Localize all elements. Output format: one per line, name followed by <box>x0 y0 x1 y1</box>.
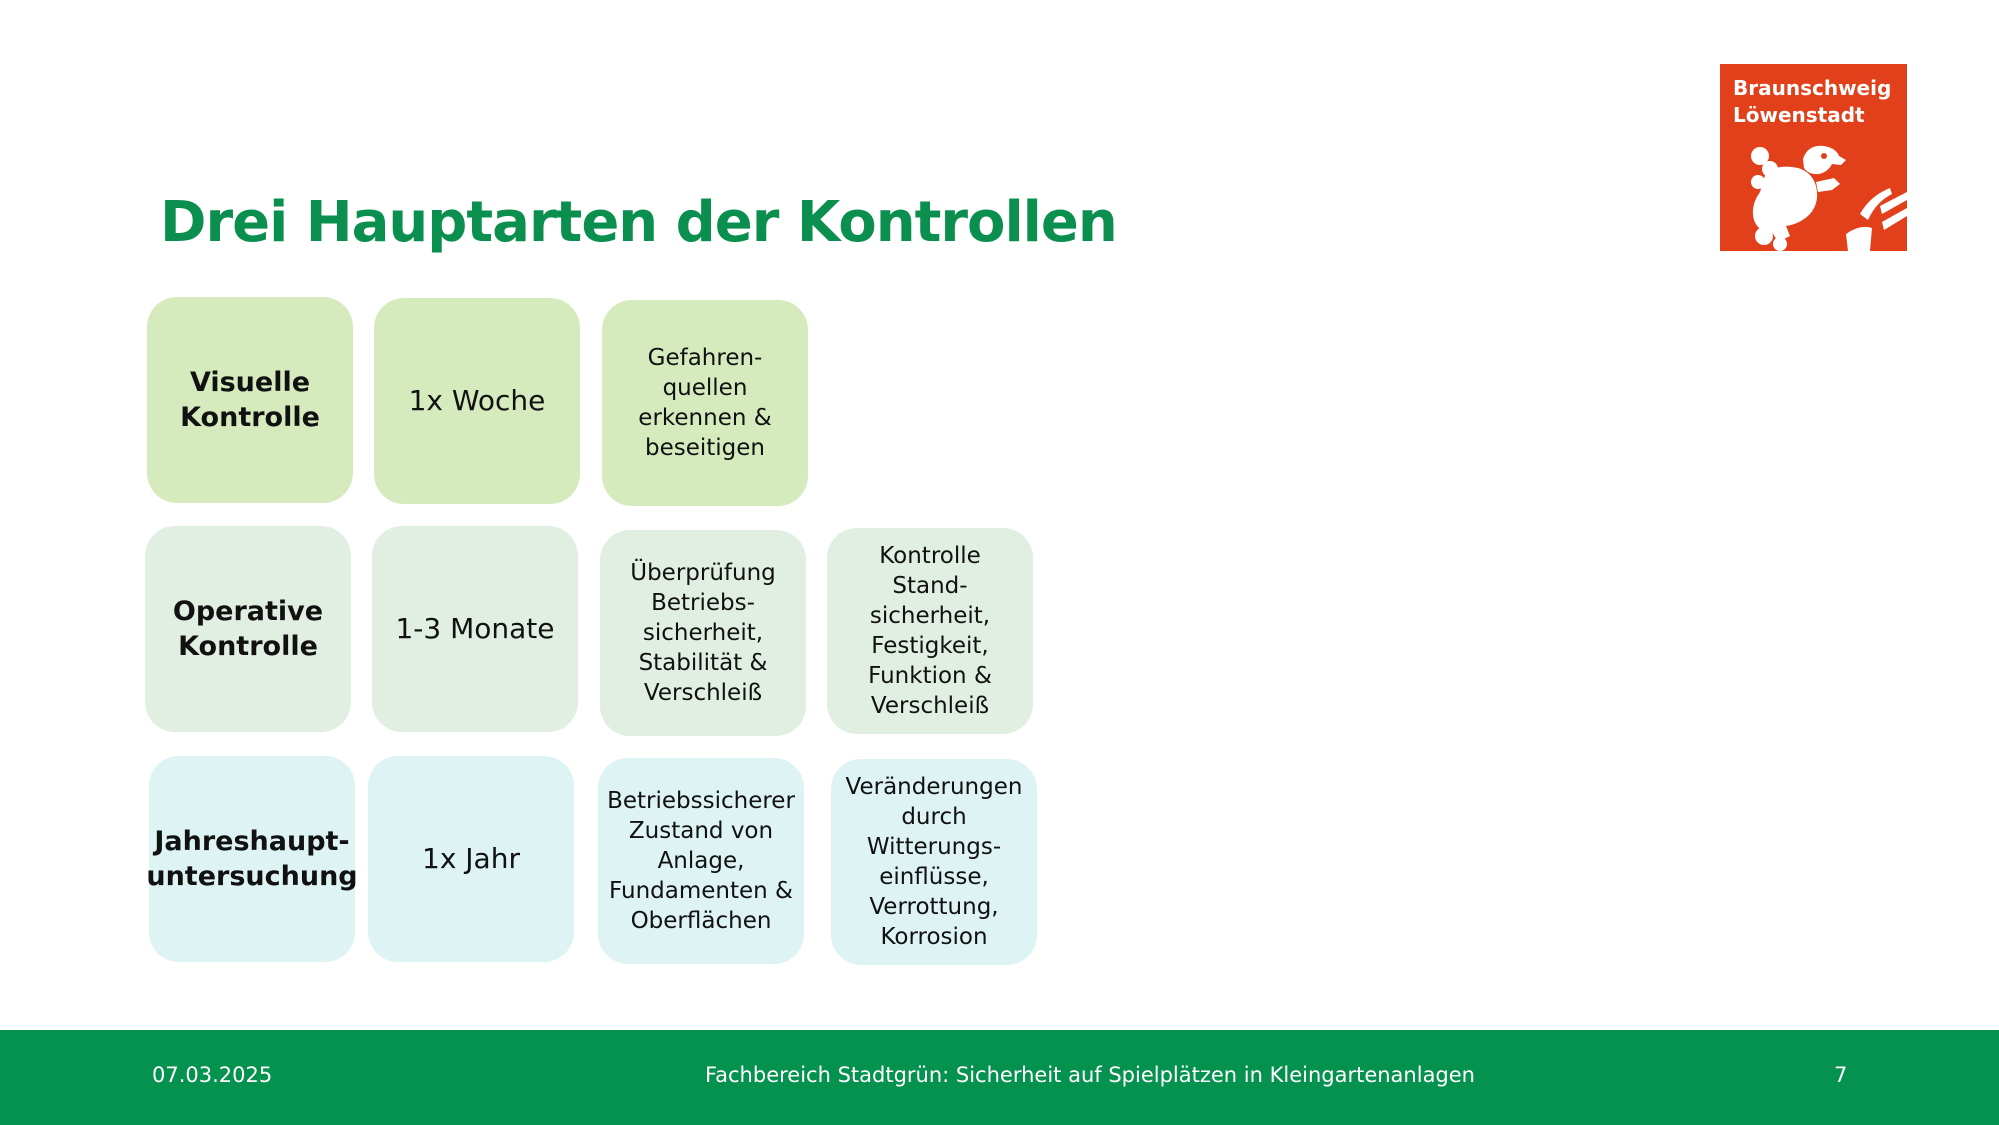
task-tile <box>827 528 1033 734</box>
frequency-tile <box>372 526 578 732</box>
control-type-label: Jahreshaupt- untersuchung <box>146 826 358 892</box>
frequency-label: 1x Woche <box>408 384 546 417</box>
control-type-tile <box>145 526 351 732</box>
footer-title: Fachbereich Stadtgrün: Sicherheit auf Spielplätzen in Kleingartenanlagen <box>704 1063 1475 1087</box>
task-tile <box>602 300 808 506</box>
logo-text-line1: Braunschweig <box>1733 76 1892 100</box>
logo-text-line2: Löwenstadt <box>1733 103 1865 127</box>
frequency-label: 1-3 Monate <box>395 612 555 645</box>
task-label: Kontrolle Stand- sicherheit, Festigkeit, Funktion & Verschleiß <box>868 543 992 719</box>
footer-date: 07.03.2025 <box>152 1063 273 1087</box>
frequency-label: 1x Jahr <box>422 842 520 875</box>
page-number: 7 <box>1834 1063 1848 1087</box>
control-type-tile <box>146 756 358 962</box>
control-type-label: Operative Kontrolle <box>172 596 324 662</box>
control-type-label: Visuelle Kontrolle <box>180 367 320 433</box>
task-label: Veränderungen durch Witterungs- einflüsse, Verrottung, Korrosion <box>845 774 1023 950</box>
footer-bar <box>0 1030 1999 1125</box>
task-label: Betriebssicherer Zustand von Anlage, Fundamenten & Oberflächen <box>607 788 795 934</box>
slide-title: Drei Hauptarten der Kontrollen <box>160 190 1117 255</box>
task-tile <box>598 758 804 964</box>
task-label: Überprüfung Betriebs- sicherheit, Stabilität & Verschleiß <box>630 560 776 706</box>
task-tile <box>600 530 806 736</box>
frequency-tile <box>368 756 574 962</box>
task-label: Gefahren- quellen erkennen & beseitigen <box>638 345 772 461</box>
control-type-tile <box>147 297 353 503</box>
frequency-tile <box>374 298 580 504</box>
task-tile <box>831 759 1037 965</box>
city-logo <box>1720 64 1907 251</box>
